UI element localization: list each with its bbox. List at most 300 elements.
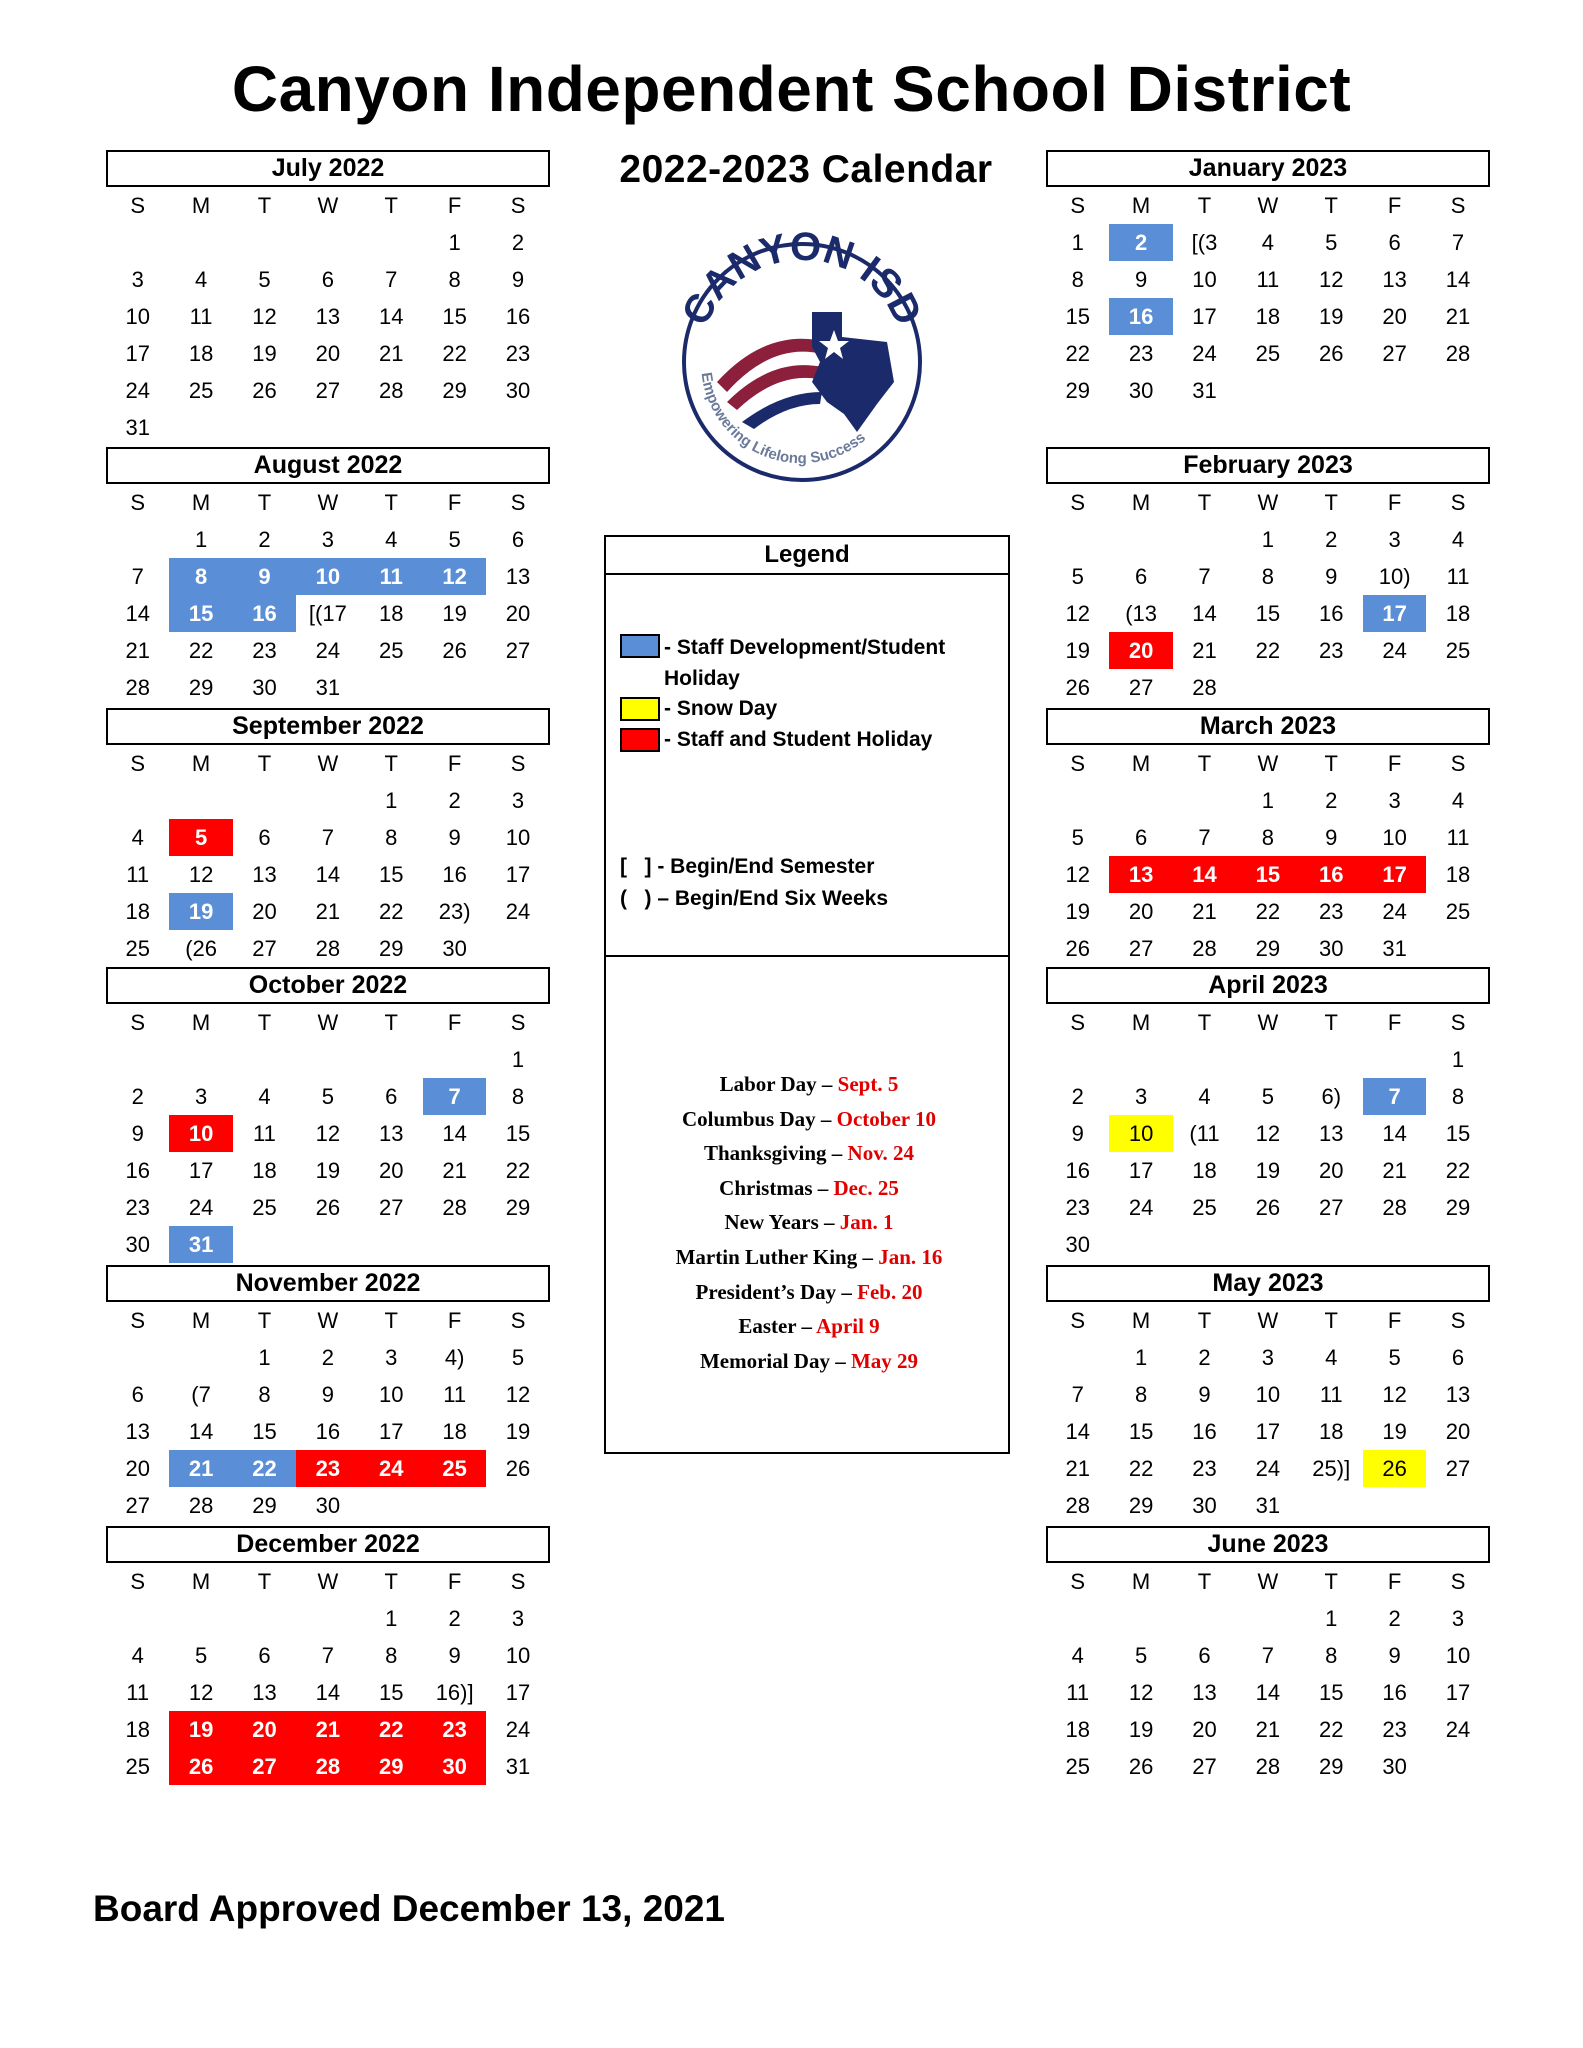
- day-cell: 17: [188, 1158, 214, 1183]
- holiday-row: [606, 1067, 1012, 1102]
- day-cell: 23: [1192, 1456, 1217, 1481]
- day-cell: 21: [1445, 304, 1471, 329]
- day-of-week-header: T: [384, 1569, 398, 1594]
- day-cell: 18: [1319, 1419, 1344, 1444]
- day-cell: 19: [169, 1711, 232, 1748]
- day-cell: 1: [1071, 230, 1084, 255]
- day-cell: 24: [125, 378, 150, 403]
- day-cell: 25: [125, 936, 150, 961]
- empty-cell: [106, 782, 169, 819]
- day-cell: 25: [379, 638, 404, 663]
- day-cell: 12: [188, 1680, 214, 1705]
- day-cell: 3: [1261, 1345, 1274, 1370]
- day-cell: 5: [511, 1345, 525, 1370]
- day-cell: 22: [360, 1711, 423, 1748]
- day-cell: 1: [1134, 1345, 1148, 1370]
- day-cell: 29: [379, 936, 404, 961]
- day-cell: 20: [125, 1456, 150, 1481]
- day-cell: 3: [131, 267, 144, 292]
- day-of-week-header: T: [1197, 490, 1212, 515]
- day-cell: 7: [1261, 1643, 1274, 1668]
- holiday-date: Sept. 5: [837, 1072, 899, 1096]
- day-cell: 9: [1134, 267, 1148, 292]
- month-title: May 2023: [1046, 1265, 1490, 1302]
- holiday-row: [606, 1171, 1012, 1206]
- day-cell: 15: [505, 1121, 531, 1146]
- day-cell: 20: [1319, 1158, 1344, 1183]
- empty-cell: [1046, 1600, 1109, 1637]
- day-of-week-header: T: [1324, 1569, 1338, 1594]
- day-of-week-header: W: [1257, 1308, 1279, 1333]
- day-cell: 19: [505, 1419, 531, 1444]
- holiday-name: Columbus Day –: [682, 1106, 837, 1131]
- day-cell: 15: [1319, 1680, 1344, 1705]
- day-of-week-header: M: [1131, 1308, 1151, 1333]
- month-calendar: [106, 447, 550, 706]
- day-cell: 22: [1065, 341, 1090, 366]
- day-cell: 16: [125, 1158, 150, 1183]
- empty-cell: [106, 1339, 169, 1376]
- day-cell: 6: [1134, 825, 1148, 850]
- day-of-week-header: T: [257, 1569, 272, 1594]
- day-of-week-header: W: [317, 193, 339, 218]
- day-cell: 24: [1255, 1456, 1281, 1481]
- day-cell: 27: [233, 1748, 296, 1785]
- legend-semester: [ ] - Begin/End Semester: [620, 855, 875, 878]
- day-cell: 22: [379, 899, 404, 924]
- holiday-name: President’s Day –: [695, 1279, 858, 1304]
- day-cell: 25: [188, 378, 214, 403]
- day-cell: 9: [511, 267, 525, 292]
- day-cell: 8: [385, 1643, 398, 1668]
- month-grid: [1046, 1302, 1490, 1524]
- day-cell: 30: [315, 1493, 341, 1518]
- day-cell: 31: [169, 1226, 232, 1263]
- day-cell: 23): [438, 899, 471, 924]
- month-grid: [1046, 187, 1490, 409]
- day-cell: 13: [125, 1419, 150, 1444]
- day-cell: 20: [1128, 899, 1154, 924]
- day-cell: 29: [1065, 378, 1090, 403]
- empty-cell: [1236, 1041, 1299, 1078]
- day-cell: 9: [1325, 825, 1338, 850]
- day-cell: 23: [125, 1195, 150, 1220]
- month-calendar: [1046, 967, 1490, 1263]
- month-title: December 2022: [106, 1526, 550, 1563]
- day-of-week-header: S: [1070, 751, 1086, 776]
- day-cell: 28: [315, 936, 341, 961]
- day-cell: 7: [131, 564, 144, 589]
- day-of-week-header: M: [191, 1308, 211, 1333]
- day-cell: 12: [1065, 862, 1090, 887]
- day-cell: 10: [1382, 825, 1407, 850]
- day-cell: 31: [1382, 936, 1407, 961]
- day-of-week-header: M: [191, 1569, 211, 1594]
- day-cell: 10: [296, 558, 359, 595]
- day-cell: 14: [1065, 1419, 1090, 1444]
- empty-cell: [233, 782, 296, 819]
- day-cell: 4: [131, 825, 144, 850]
- day-cell: 17: [1363, 856, 1426, 893]
- day-cell: 12: [1128, 1680, 1154, 1705]
- day-cell: 13: [1109, 856, 1172, 893]
- day-of-week-header: F: [1387, 1308, 1402, 1333]
- day-of-week-header: S: [510, 1308, 526, 1333]
- day-of-week-header: S: [1450, 751, 1466, 776]
- day-cell: 15: [379, 1680, 404, 1705]
- day-cell: 7: [1363, 1078, 1426, 1115]
- day-cell: 1: [258, 1345, 271, 1370]
- day-cell: 15: [1445, 1121, 1471, 1146]
- day-cell: 25: [1192, 1195, 1217, 1220]
- day-cell: 4: [385, 527, 398, 552]
- day-of-week-header: M: [191, 751, 211, 776]
- day-cell: 17: [1255, 1419, 1281, 1444]
- day-cell: 25)]: [1312, 1456, 1351, 1481]
- day-of-week-header: F: [1387, 751, 1402, 776]
- day-of-week-header: T: [257, 1010, 272, 1035]
- day-cell: 2: [1109, 224, 1172, 261]
- day-cell: 6: [1198, 1643, 1211, 1668]
- empty-cell: [423, 1041, 486, 1078]
- day-of-week-header: T: [1324, 751, 1338, 776]
- day-cell: 15: [1128, 1419, 1154, 1444]
- day-cell: 30: [252, 675, 277, 700]
- day-cell: 12: [423, 558, 486, 595]
- day-cell: 12: [188, 862, 214, 887]
- day-of-week-header: W: [317, 1308, 339, 1333]
- day-cell: 13: [1382, 267, 1407, 292]
- day-cell: 21: [296, 1711, 359, 1748]
- month-grid: [1046, 484, 1490, 706]
- day-cell: 16: [315, 1419, 341, 1444]
- day-of-week-header: T: [1324, 193, 1338, 218]
- day-cell: 26: [1319, 341, 1344, 366]
- day-cell: 19: [1065, 638, 1090, 663]
- day-cell: 26: [1255, 1195, 1281, 1220]
- day-cell: 2: [448, 1606, 461, 1631]
- day-cell: 3: [1451, 1606, 1465, 1631]
- day-cell: 16: [233, 595, 296, 632]
- day-cell: 28: [379, 378, 404, 403]
- day-cell: 24: [505, 1717, 531, 1742]
- empty-cell: [233, 1600, 296, 1637]
- day-cell: 6: [321, 267, 334, 292]
- day-of-week-header: T: [257, 751, 272, 776]
- day-cell: 3: [321, 527, 334, 552]
- month-grid: [106, 1302, 550, 1524]
- day-cell: 19: [1255, 1158, 1281, 1183]
- day-cell: 19: [442, 601, 467, 626]
- day-cell: 23: [296, 1450, 359, 1487]
- day-cell: 7: [423, 1078, 486, 1115]
- empty-cell: [169, 782, 232, 819]
- day-cell: 4): [444, 1345, 465, 1370]
- day-cell: 18: [442, 1419, 467, 1444]
- day-cell: 18: [188, 341, 214, 366]
- day-cell: 28: [188, 1493, 214, 1518]
- day-of-week-header: F: [1387, 1010, 1402, 1035]
- day-cell: 26: [505, 1456, 531, 1481]
- empty-cell: [233, 224, 296, 261]
- day-cell: 24: [188, 1195, 214, 1220]
- day-cell: 27: [315, 378, 341, 403]
- day-of-week-header: F: [447, 751, 462, 776]
- day-of-week-header: M: [1131, 1010, 1151, 1035]
- day-of-week-header: S: [130, 490, 146, 515]
- day-cell: 17: [125, 341, 150, 366]
- holiday-date: Dec. 25: [833, 1175, 899, 1200]
- day-of-week-header: W: [317, 1010, 339, 1035]
- day-cell: 13: [1319, 1121, 1344, 1146]
- day-of-week-header: M: [1131, 1569, 1151, 1594]
- day-cell: 14: [442, 1121, 467, 1146]
- day-of-week-header: W: [1257, 1569, 1279, 1594]
- day-cell: 5: [169, 819, 232, 856]
- day-cell: 16: [1065, 1158, 1090, 1183]
- day-cell: 23: [1319, 638, 1344, 663]
- day-cell: 3: [511, 788, 525, 813]
- month-calendar: [106, 150, 550, 446]
- day-cell: 27: [1192, 1754, 1217, 1779]
- day-cell: 1: [194, 527, 208, 552]
- day-cell: 26: [169, 1748, 232, 1785]
- empty-cell: [1046, 782, 1109, 819]
- day-cell: 8: [1071, 267, 1084, 292]
- month-grid: [106, 1563, 550, 1785]
- holiday-date: October 10: [836, 1106, 936, 1131]
- red-swatch: [620, 728, 660, 752]
- day-cell: 8: [258, 1382, 271, 1407]
- day-cell: 12: [1255, 1121, 1281, 1146]
- month-title: June 2023: [1046, 1526, 1490, 1563]
- day-cell: 27: [1382, 341, 1407, 366]
- day-of-week-header: S: [510, 1010, 526, 1035]
- day-of-week-header: T: [1324, 1010, 1338, 1035]
- day-cell: 23: [252, 638, 277, 663]
- day-cell: 4: [1325, 1345, 1338, 1370]
- day-cell: 12: [1319, 267, 1344, 292]
- day-cell: 6: [1451, 1345, 1465, 1370]
- day-cell: 25: [423, 1450, 486, 1487]
- day-cell: 5: [194, 1643, 208, 1668]
- day-cell: 21: [442, 1158, 467, 1183]
- day-cell: 21: [315, 899, 341, 924]
- empty-cell: [1173, 521, 1236, 558]
- day-cell: 10: [1109, 1115, 1172, 1152]
- day-cell: 25: [252, 1195, 277, 1220]
- day-cell: 10: [1255, 1382, 1281, 1407]
- day-cell: 15: [379, 862, 404, 887]
- day-cell: 26: [1065, 936, 1090, 961]
- holiday-row: [606, 1275, 1012, 1310]
- month-title: February 2023: [1046, 447, 1490, 484]
- day-cell: 8: [1134, 1382, 1148, 1407]
- day-of-week-header: F: [447, 1308, 462, 1333]
- empty-cell: [1173, 1600, 1236, 1637]
- day-of-week-header: S: [1450, 1010, 1466, 1035]
- day-cell: 18: [125, 899, 150, 924]
- day-cell: 4: [131, 1643, 144, 1668]
- day-cell: 19: [169, 893, 232, 930]
- legend-six-weeks: ( ) – Begin/End Six Weeks: [620, 887, 889, 910]
- day-cell: 19: [315, 1158, 341, 1183]
- day-cell: 6: [258, 1643, 271, 1668]
- day-cell: 21: [1192, 899, 1217, 924]
- month-calendar: [106, 967, 550, 1263]
- day-cell: 7: [1071, 1382, 1084, 1407]
- day-of-week-header: T: [1197, 1010, 1212, 1035]
- holiday-name: New Years –: [724, 1210, 840, 1235]
- legend-title: Legend: [606, 537, 1008, 575]
- day-cell: [(3: [1191, 230, 1218, 255]
- day-cell: 2: [448, 788, 461, 813]
- day-cell: 9: [1325, 564, 1338, 589]
- day-cell: 17: [1445, 1680, 1471, 1705]
- month-title: January 2023: [1046, 150, 1490, 187]
- month-calendar: [106, 1265, 550, 1524]
- day-of-week-header: W: [1257, 490, 1279, 515]
- day-of-week-header: W: [1257, 751, 1279, 776]
- day-cell: 18: [125, 1717, 150, 1742]
- day-cell: 29: [1445, 1195, 1471, 1220]
- day-cell: 23: [1065, 1195, 1090, 1220]
- day-cell: (7: [191, 1382, 211, 1407]
- day-cell: 3: [1134, 1084, 1148, 1109]
- day-cell: 1: [385, 788, 398, 813]
- day-cell: 14: [379, 304, 404, 329]
- day-cell: 4: [194, 267, 208, 292]
- day-cell: 25: [1065, 1754, 1090, 1779]
- day-of-week-header: W: [317, 1569, 339, 1594]
- day-cell: 17: [505, 1680, 531, 1705]
- holiday-name: Christmas –: [719, 1175, 834, 1200]
- day-cell: 18: [1192, 1158, 1217, 1183]
- empty-cell: [1046, 1339, 1109, 1376]
- day-cell: 11: [1446, 825, 1470, 850]
- day-cell: 11: [1319, 1382, 1343, 1407]
- day-cell: 18: [1445, 862, 1471, 887]
- day-cell: 31: [505, 1754, 531, 1779]
- day-cell: 31: [1255, 1493, 1281, 1518]
- district-title: Canyon Independent School District: [231, 53, 1352, 125]
- day-cell: 22: [1445, 1158, 1471, 1183]
- day-of-week-header: S: [1450, 490, 1466, 515]
- board-approval: Board Approved December 13, 2021: [93, 1888, 725, 1929]
- day-cell: 11: [253, 1121, 276, 1146]
- day-cell: 11: [1446, 564, 1470, 589]
- day-of-week-header: F: [447, 193, 462, 218]
- day-cell: 6): [1321, 1084, 1342, 1109]
- day-of-week-header: S: [130, 751, 146, 776]
- empty-cell: [169, 1041, 232, 1078]
- day-cell: 2: [511, 230, 525, 255]
- day-of-week-header: T: [1197, 1569, 1212, 1594]
- day-cell: 8: [385, 825, 398, 850]
- day-cell: 1: [385, 1606, 398, 1631]
- day-cell: 27: [505, 638, 531, 663]
- month-title: April 2023: [1046, 967, 1490, 1004]
- day-cell: 30: [423, 1748, 486, 1785]
- day-cell: 21: [1255, 1717, 1281, 1742]
- day-of-week-header: T: [257, 1308, 272, 1333]
- empty-cell: [106, 1041, 169, 1078]
- empty-cell: [1363, 1041, 1426, 1078]
- day-cell: 17: [1192, 304, 1217, 329]
- day-cell: 2: [1388, 1606, 1401, 1631]
- day-cell: 5: [1261, 1084, 1274, 1109]
- day-cell: 9: [1388, 1643, 1401, 1668]
- day-cell: 10: [169, 1115, 232, 1152]
- day-cell: 3: [1388, 788, 1401, 813]
- holiday-row: [606, 1344, 1012, 1379]
- day-of-week-header: M: [191, 490, 211, 515]
- day-cell: 26: [1363, 1450, 1426, 1487]
- day-cell: 7: [321, 1643, 334, 1668]
- day-of-week-header: M: [191, 1010, 211, 1035]
- day-cell: 11: [360, 558, 423, 595]
- legend-item-yellow: [620, 695, 777, 723]
- day-cell: 28: [1192, 936, 1217, 961]
- day-of-week-header: T: [384, 490, 398, 515]
- day-cell: 22: [188, 638, 214, 663]
- day-cell: 14: [315, 1680, 341, 1705]
- day-cell: 30: [125, 1232, 150, 1257]
- day-of-week-header: S: [130, 1308, 146, 1333]
- day-cell: 8: [169, 558, 232, 595]
- day-cell: 29: [505, 1195, 531, 1220]
- day-cell: 23: [1128, 341, 1154, 366]
- day-cell: 9: [448, 1643, 461, 1668]
- day-cell: 12: [252, 304, 277, 329]
- day-cell: 16: [1319, 601, 1344, 626]
- day-cell: 4: [1198, 1084, 1211, 1109]
- day-of-week-header: S: [1450, 1308, 1466, 1333]
- holiday-date: May 29: [850, 1348, 919, 1373]
- day-cell: 1: [1451, 1047, 1465, 1072]
- holiday-date: Nov. 24: [847, 1141, 915, 1166]
- day-cell: 3: [194, 1084, 208, 1109]
- day-cell: 15: [1065, 304, 1090, 329]
- day-of-week-header: S: [130, 1569, 146, 1594]
- day-cell: 6: [385, 1084, 398, 1109]
- day-cell: 9: [1071, 1121, 1084, 1146]
- day-cell: 19: [1382, 1419, 1407, 1444]
- day-cell: 2: [321, 1345, 334, 1370]
- day-cell: 8: [1261, 825, 1274, 850]
- day-cell: 28: [1255, 1754, 1281, 1779]
- day-cell: 7: [1198, 564, 1211, 589]
- day-cell: 20: [233, 1711, 296, 1748]
- day-of-week-header: T: [1197, 193, 1212, 218]
- calendar-subtitle: 2022-2023 Calendar: [619, 148, 993, 191]
- day-cell: 29: [188, 675, 214, 700]
- day-of-week-header: S: [130, 193, 146, 218]
- day-cell: 18: [252, 1158, 277, 1183]
- day-of-week-header: S: [1070, 1308, 1086, 1333]
- day-cell: 6: [131, 1382, 144, 1407]
- day-cell: 12: [315, 1121, 341, 1146]
- day-cell: 26: [1128, 1754, 1154, 1779]
- month-calendar: [1046, 150, 1490, 409]
- day-cell: 7: [1198, 825, 1211, 850]
- day-cell: 24: [505, 899, 531, 924]
- day-cell: 31: [125, 415, 150, 440]
- day-cell: 10: [505, 825, 531, 850]
- month-title: October 2022: [106, 967, 550, 1004]
- holiday-name: Easter –: [738, 1314, 817, 1339]
- day-cell: 30: [1382, 1754, 1407, 1779]
